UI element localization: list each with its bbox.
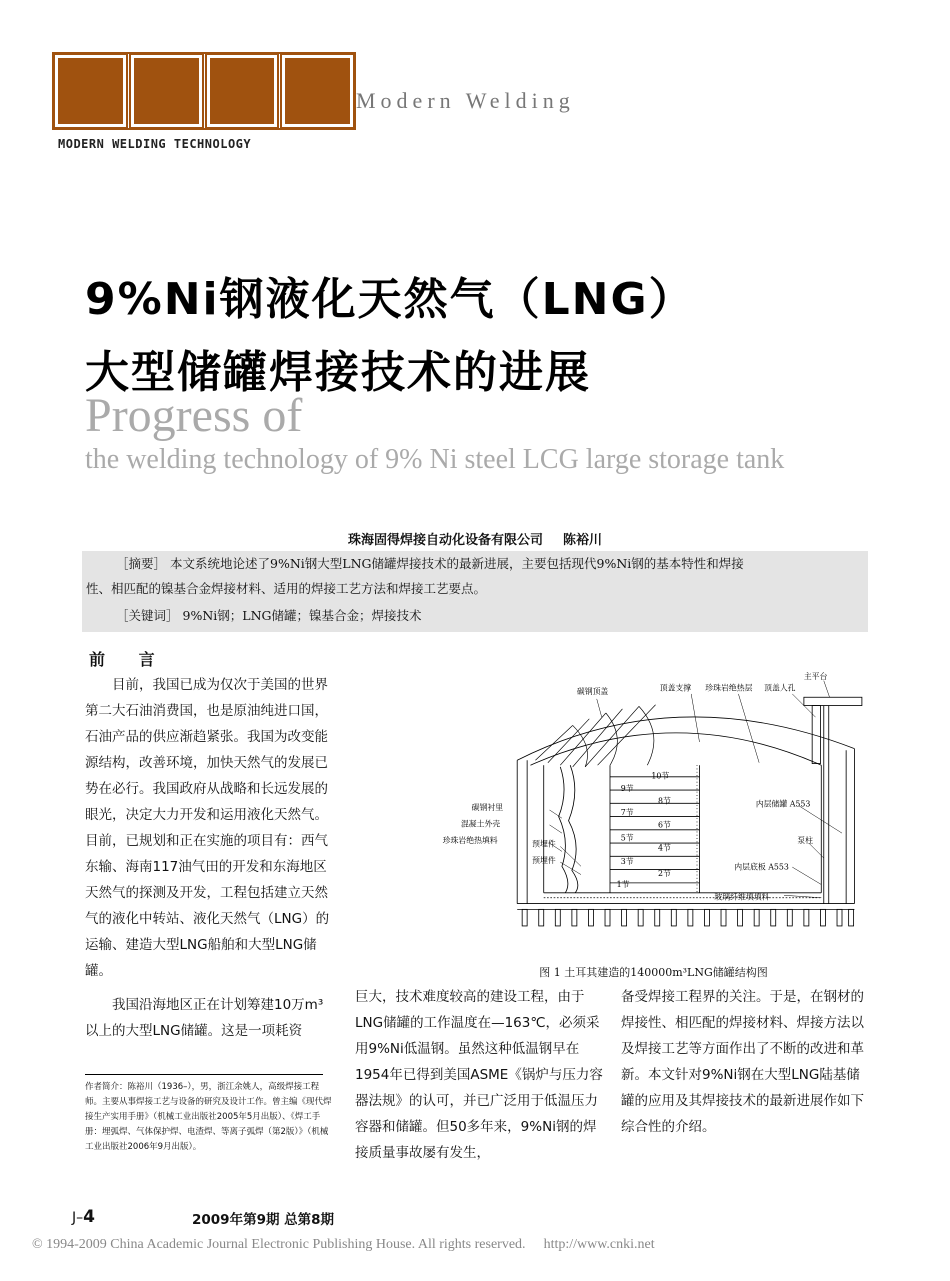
label-embed2: 预埋件 [532, 855, 556, 865]
roof-support-hatching [535, 705, 655, 767]
label-main-platform: 主平台 [803, 672, 828, 682]
logo-block [55, 55, 126, 127]
copyright-line [32, 1237, 655, 1253]
article-title-line2: 大型储罐焊接技术的进展 [85, 347, 591, 398]
paragraph: 我国沿海地区正在计划筹建10万m³以上的大型LNG储罐。这是一项耗资 [85, 997, 324, 1039]
english-title-line2: the welding technology of 9% Ni steel LCG large storage tank [85, 444, 785, 475]
abstract-line2: 性、相匹配的镍基合金焊接材料、适用的焊接工艺方法和焊接工艺要点。 [86, 581, 487, 596]
article-title-line1: 9%Ni钢液化天然气（LNG） [85, 274, 695, 325]
abstract-label: ［摘要］ [116, 556, 167, 571]
logo-block [282, 55, 353, 127]
piles [522, 909, 853, 926]
paragraph: 巨大，技术难度较高的建设工程，由于LNG储罐的工作温度在—163℃，必须采用9%Ni低温钢。虽然这种低温钢早在1954年已得到美国ASME《锅炉与压力容器法规》的认可，并已广泛用于低温压力容器和储罐。但50多年来，9%Ni钢的焊接质量事故屡有发生， [355, 989, 603, 1161]
label-s3: 3节 [620, 856, 634, 866]
label-embed1: 预埋件 [532, 839, 556, 849]
masthead-english: Modern Welding [356, 88, 575, 113]
cnki-link[interactable]: http://www.cnki.net [543, 1237, 655, 1252]
masthead-subtitle: MODERN WELDING TECHNOLOGY [58, 137, 252, 151]
label-s1: 1节 [616, 880, 630, 889]
column-3 [621, 984, 869, 1140]
journal-logo [55, 55, 353, 127]
copyright-text: © 1994-2009 China Academic Journal Electronic Publishing House. All rights reserved. [32, 1237, 526, 1252]
label-s4: 4节 [658, 843, 671, 853]
label-roof-support: 顶盖支撑 [659, 683, 692, 693]
author-footnote: 作者简介：陈裕川（1936–），男，浙江余姚人，高级焊接工程师。主要从事焊接工艺与设备的研究及设计工作。曾主编《现代焊接生产实用手册》（机械工业出版社2005年5月出版）、《焊工手册：埋弧焊、气体保护焊、电渣焊、等离子弧焊（第2版）》（机械工业出版社2006年9月出版）。 [85, 1082, 332, 1152]
keywords-text: 9%Ni钢；LNG储罐；镍基合金；焊接技术 [182, 608, 422, 623]
column-2 [355, 984, 603, 1166]
logo-block [131, 55, 202, 127]
main-platform [804, 697, 862, 705]
page-number [72, 1207, 95, 1227]
english-title-line1: Progress of [85, 389, 303, 442]
paragraph: 备受焊接工程界的关注。于是，在钢材的焊接性、相匹配的焊接材料、焊接方法以及焊接工艺等方面作出了不断的改进和革新。本文针对9%Ni钢在大型LNG陆基储罐的应用及其焊接技术的最新进展作如下综合性的介绍。 [621, 989, 864, 1135]
concrete-section [559, 767, 568, 893]
page-prefix: J– [72, 1210, 84, 1226]
page-value: 4 [83, 1207, 95, 1227]
author-organization: 珠海固得焊接自动化设备有限公司 [347, 533, 543, 548]
label-inner-tank: 内层储罐 A553 [755, 799, 811, 809]
label-manhole: 顶盖人孔 [764, 683, 796, 693]
label-s5: 5节 [620, 833, 634, 843]
author-line [0, 529, 950, 548]
keywords-label: ［关键词］ [116, 608, 179, 623]
label-carbon-liner: 碳钢衬里 [471, 802, 504, 812]
abstract-box [82, 551, 868, 632]
keywords-line [116, 604, 422, 628]
logo-block [207, 55, 278, 127]
author-name: 陈裕川 [563, 533, 603, 548]
label-inner-bottom: 内层底板 A553 [734, 862, 789, 872]
label-concrete-shell: 混凝土外壳 [460, 819, 501, 829]
concrete-section [569, 765, 578, 893]
label-carbon-roof: 碳钢顶盖 [576, 686, 609, 696]
label-s9: 9节 [620, 783, 634, 793]
abstract-line1 [116, 552, 744, 576]
label-s7: 7节 [620, 807, 634, 817]
label-pump-column: 泵柱 [797, 836, 813, 846]
label-perlite-fill: 珍珠岩绝热填料 [442, 836, 498, 846]
label-s6: 6节 [658, 820, 671, 830]
abstract-text1: 本文系统地论述了9%Ni钢大型LNG储罐焊接技术的最新进展，主要包括现代9%Ni钢的基本特性和焊接 [170, 556, 744, 571]
label-glass-fill: 玻璃纤维填填料 [714, 892, 770, 902]
label-s8: 8节 [658, 796, 671, 806]
figure-caption: 图 1 土耳其建造的140000m³LNG储罐结构图 [539, 966, 768, 979]
column-1 [85, 672, 333, 1044]
label-s2: 2节 [658, 869, 671, 879]
label-s10: 10节 [651, 771, 670, 781]
section-heading: 前 言 [89, 650, 169, 669]
footnote-rule [85, 1074, 323, 1075]
paragraph: 目前，我国已成为仅次于美国的世界第二大石油消费国，也是原油纯进口国，石油产品的供应渐趋紧张。我国为改变能源结构，改善环境，加快天然气的发展已势在必行。我国政府从战略和长远发展的眼光，决定大力开发和运用液化天然气。目前，已规划和正在实施的项目有：西气东输、海南117油气田的开发和东海地区天然气的探测及开发，工程包括建立天然气的液化中转站、液化天然气（LNG）的运输、建造大型LNG船舶和大型LNG储罐。 [85, 677, 330, 979]
issue-info: 2009年第9期 总第8期 [192, 1212, 335, 1228]
lng-tank-diagram [436, 640, 871, 960]
leader-lines [550, 681, 842, 898]
label-perlite-layer: 珍珠岩绝热层 [705, 683, 753, 693]
outer-dome [517, 717, 854, 760]
